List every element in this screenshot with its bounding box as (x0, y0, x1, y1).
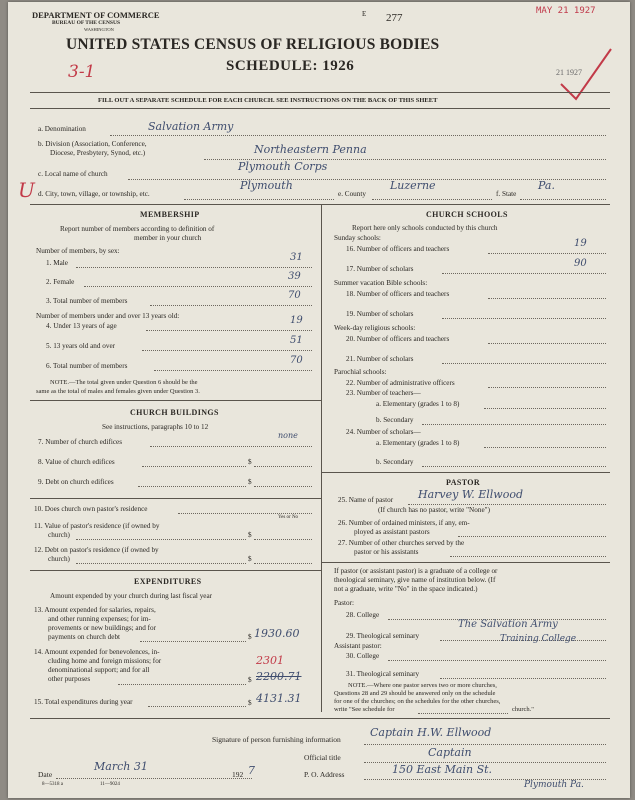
q25-hint: (If church has no pastor, write "None") (378, 506, 490, 514)
q14-label-2: cluding home and foreign missions; for (48, 657, 162, 665)
q13-value: 1930.60 (254, 627, 300, 640)
weekday-schools-label: Week-day religious schools: (334, 324, 416, 332)
expenditures-intro: Amount expended by your church during last fiscal year (50, 592, 213, 600)
schools-title: CHURCH SCHOOLS (426, 210, 508, 219)
graduate-note-2: theological seminary, give name of institution below. (If (334, 576, 496, 584)
q14-struck-value: 2200.71 (256, 670, 302, 683)
q27-label-1: 27. Number of other churches served by the (338, 539, 465, 547)
local-name-value: Plymouth Corps (238, 160, 328, 173)
form-title: UNITED STATES CENSUS OF RELIGIOUS BODIES (66, 36, 440, 53)
division-label-2: Diocese, Presbytery, Synod, etc.) (50, 149, 146, 157)
membership-note-1: NOTE.—The total given under Question 6 should be the (50, 379, 198, 386)
q25-value: Harvey W. Ellwood (418, 488, 523, 501)
q22-label: 22. Number of administrative officers (346, 379, 455, 387)
q8-dollar: $ (248, 458, 252, 466)
bureau-city: WASHINGTON (84, 27, 114, 32)
q5-label: 5. 13 years old and over (46, 342, 116, 350)
members-by-age-label: Number of members under and over 13 years old: (36, 312, 180, 320)
q18-label: 18. Number of officers and teachers (346, 290, 450, 298)
q30-label: 30. College (346, 652, 380, 660)
city-label: d. City, town, village, or township, etc. (38, 190, 150, 198)
margin-mark: U (18, 178, 35, 202)
membership-intro-2: member in your church (134, 234, 202, 242)
q4-label: 4. Under 13 years of age (46, 322, 117, 330)
official-title-value: Captain (428, 746, 472, 759)
q29-label: 29. Theological seminary (346, 632, 420, 640)
official-title-label: Official title (304, 753, 341, 762)
form-subtitle: SCHEDULE: 1926 (226, 58, 355, 74)
q14-dollar: $ (248, 676, 252, 684)
instruction-line: FILL OUT A SEPARATE SCHEDULE FOR EACH CHURCH. SEE INSTRUCTIONS ON THE BACK OF THIS SHEET (98, 97, 438, 104)
q17-value: 90 (574, 258, 587, 269)
state-label: f. State (496, 190, 517, 198)
q7-value: none (278, 431, 298, 440)
q5-value: 51 (290, 335, 303, 346)
q16-label: 16. Number of officers and teachers (346, 245, 450, 253)
assistant-pastor-label: Assistant pastor: (334, 642, 382, 650)
signature-label: Signature of person furnishing information (212, 735, 341, 744)
date-value: March 31 (94, 760, 148, 773)
q3-value: 70 (288, 290, 301, 301)
bureau-name: BUREAU OF THE CENSUS (52, 20, 121, 26)
pastor-note-1: NOTE.—Where one pastor serves two or more churches, (348, 682, 497, 689)
q2-value: 39 (288, 271, 301, 282)
year-prefix: 192 (232, 770, 244, 779)
q10-label: 10. Does church own pastor's residence (34, 505, 148, 513)
pastor-note-5: church." (512, 706, 534, 713)
q11-dollar: $ (248, 531, 252, 539)
denomination-label: a. Denomination (38, 125, 86, 133)
form-code-2: 11—9024 (100, 782, 120, 787)
q27-label-2: pastor or his assistants (354, 548, 419, 556)
form-code: 8—5318 a (42, 782, 63, 787)
pastor-note-2: Questions 28 and 29 should be answered only on the schedule (334, 690, 496, 697)
q24-label: 24. Number of scholars— (346, 428, 421, 436)
form-number: 277 (386, 12, 403, 24)
q26-label-2: ployed as assistant pastors (354, 528, 430, 536)
q9-label: 9. Debt on church edifices (38, 478, 114, 486)
q26-label-1: 26. Number of ordained ministers, if any, em- (338, 519, 470, 527)
q14-value: 2301 (256, 654, 284, 667)
expenditures-title: EXPENDITURES (134, 577, 202, 586)
q23b-label: b. Secondary (376, 416, 414, 424)
year-value: 7 (248, 764, 255, 777)
q6-label: 6. Total number of members (46, 362, 128, 370)
q29-value-1: The Salvation Army (458, 619, 558, 630)
q24b-label: b. Secondary (376, 458, 414, 466)
address-value-2: Plymouth Pa. (524, 780, 584, 790)
q24a-label: a. Elementary (grades 1 to 8) (376, 439, 460, 447)
pastor-title: PASTOR (446, 478, 481, 487)
pastor-label: Pastor: (334, 599, 354, 607)
q13-label-3: provements or new buildings; and for (48, 624, 156, 632)
q14-label-3: denominational support; and for all (48, 666, 150, 674)
city-value: Plymouth (240, 179, 293, 192)
membership-note-2: same as the total of males and females given under Question 3. (36, 388, 200, 395)
address-value: 150 East Main St. (392, 763, 493, 776)
members-by-sex-label: Number of members, by sex: (36, 247, 120, 255)
q21-label: 21. Number of scholars (346, 355, 414, 363)
faded-date-stamp: 21 1927 (556, 68, 582, 77)
q4-value: 19 (290, 315, 303, 326)
q31-label: 31. Theological seminary (346, 670, 420, 678)
q13-dollar: $ (248, 633, 252, 641)
q19-label: 19. Number of scholars (346, 310, 414, 318)
q7-label: 7. Number of church edifices (38, 438, 123, 446)
red-check-mark (556, 44, 616, 104)
q23a-label: a. Elementary (grades 1 to 8) (376, 400, 460, 408)
q12-label-2: church) (48, 555, 70, 563)
q1-value: 31 (290, 252, 303, 263)
buildings-intro: See instructions, paragraphs 10 to 12 (102, 423, 209, 431)
sunday-schools-label: Sunday schools: (334, 234, 381, 242)
q10-hint: Yes or No (278, 515, 299, 520)
form-prefix: E (362, 10, 367, 18)
q23-label: 23. Number of teachers— (346, 389, 421, 397)
q12-label-1: 12. Debt on pastor's residence (if owned by (34, 546, 159, 554)
schools-intro: Report here only schools conducted by this church (352, 224, 498, 232)
state-value: Pa. (538, 179, 555, 192)
census-schedule-page (8, 2, 630, 798)
date-label: Date (38, 770, 53, 779)
q12-dollar: $ (248, 555, 252, 563)
received-date-stamp: MAY 21 1927 (536, 6, 596, 16)
q15-value: 4131.31 (256, 692, 302, 705)
q15-label: 15. Total expenditures during year (34, 698, 133, 706)
q8-label: 8. Value of church edifices (38, 458, 115, 466)
department-name: DEPARTMENT OF COMMERCE (32, 10, 160, 20)
division-value: Northeastern Penna (254, 143, 367, 156)
q14-label-1: 14. Amount expended for benevolences, in- (34, 648, 160, 656)
parochial-schools-label: Parochial schools: (334, 368, 387, 376)
q28-label: 28. College (346, 611, 380, 619)
pastor-note-4: write "See schedule for (334, 706, 395, 713)
q11-label-2: church) (48, 531, 70, 539)
county-value: Luzerne (390, 179, 436, 192)
county-label: e. County (338, 190, 366, 198)
q14-label-4: other purposes (48, 675, 91, 683)
membership-title: MEMBERSHIP (140, 210, 200, 219)
q6-value: 70 (290, 355, 303, 366)
q2-label: 2. Female (46, 278, 75, 286)
buildings-title: CHURCH BUILDINGS (130, 408, 219, 417)
division-label-1: b. Division (Association, Conference, (38, 140, 147, 148)
membership-intro-1: Report number of members according to definition of (60, 225, 215, 233)
summer-schools-label: Summer vacation Bible schools: (334, 279, 428, 287)
q13-label-4: payments on church debt (48, 633, 121, 641)
q20-label: 20. Number of officers and teachers (346, 335, 450, 343)
q15-dollar: $ (248, 699, 252, 707)
q9-dollar: $ (248, 478, 252, 486)
signature-value: Captain H.W. Ellwood (370, 726, 492, 739)
q11-label-1: 11. Value of pastor's residence (if owned by (34, 522, 160, 530)
denomination-value: Salvation Army (148, 120, 234, 133)
q25-label: 25. Name of pastor (338, 496, 394, 504)
q3-label: 3. Total number of members (46, 297, 128, 305)
graduate-note-1: If pastor (or assistant pastor) is a graduate of a college or (334, 567, 498, 575)
handwritten-mark: 3-1 (68, 62, 96, 82)
q1-label: 1. Male (46, 259, 68, 267)
graduate-note-3: not a graduate, write "No" in the space indicated.) (334, 585, 478, 593)
q16-value: 19 (574, 238, 587, 249)
q29-value-2: Training College (500, 634, 577, 644)
q13-label-2: and other running expenses; for im- (48, 615, 151, 623)
address-label: P. O. Address (304, 770, 345, 779)
pastor-note-3: for one of the churches; on the schedules for the other churches, (334, 698, 501, 705)
q17-label: 17. Number of scholars (346, 265, 414, 273)
local-name-label: c. Local name of church (38, 170, 108, 178)
q13-label-1: 13. Amount expended for salaries, repairs, (34, 606, 156, 614)
